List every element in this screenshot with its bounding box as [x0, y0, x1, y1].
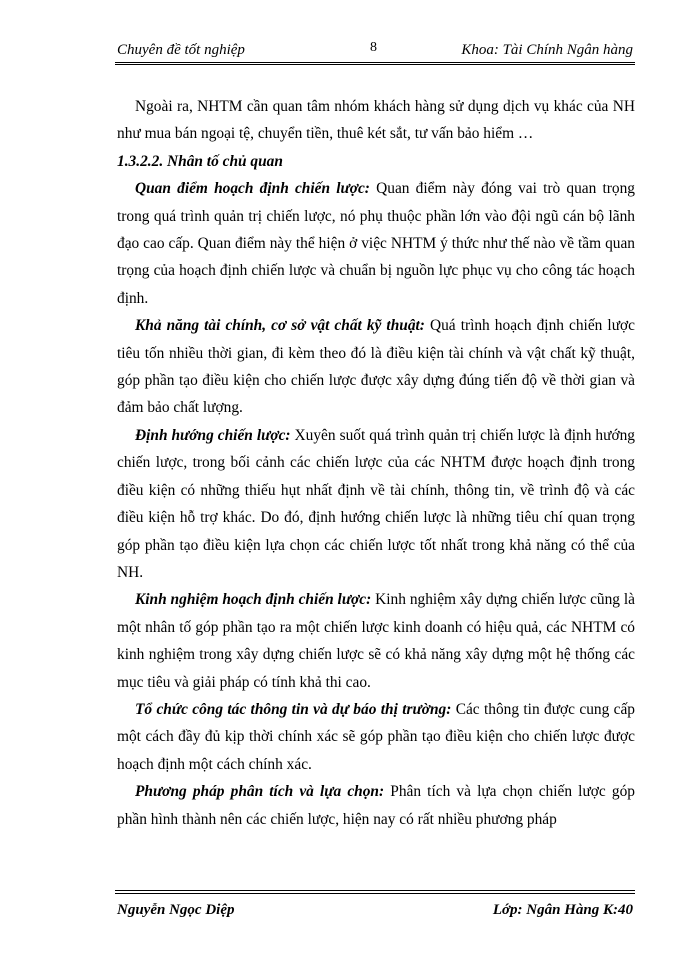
factor-paragraph: Phương pháp phân tích và lựa chọn: Phân tích và lựa chọn chiến lược góp phần hình thành nên các chiến lược, hiện nay có rất nhiều phương pháp [117, 783, 635, 828]
header-faculty: Khoa: Tài Chính Ngân hàng [461, 42, 633, 58]
footer-divider [115, 890, 635, 894]
factor-title: Kinh nghiệm hoạch định chiến lược: [135, 591, 372, 609]
factor-paragraph: Khả năng tài chính, cơ sở vật chất kỹ thuật: Quá trình hoạch định chiến lược tiêu tốn nhiều thời gian, đi kèm theo đó là điều kiện tài chính và vật chất kỹ thuật, góp phần tạo điều kiện cho chiến lược được xây dựng đúng tiến độ về thời gian và đảm bảo chất lượng. [117, 317, 636, 417]
page-number: 8 [370, 40, 377, 55]
page-header [115, 40, 635, 60]
footer-author: Nguyễn Ngọc Diệp [117, 902, 235, 918]
factor-paragraph: Kinh nghiệm hoạch định chiến lược: Kinh nghiệm xây dựng chiến lược cũng là một nhân tố góp phần tạo ra một chiến lược kinh doanh có hiệu quả, các NHTM có kinh nghiệm trong xây dựng chiến lược sẽ có khả năng xây dựng một hệ thống các mục tiêu và giải pháp có tính khả thi cao. [117, 591, 635, 691]
section-heading: 1.3.2.2. Nhân tố chủ quan [117, 152, 283, 170]
factor-title: Định hướng chiến lược: [135, 426, 291, 444]
factor-title: Khả năng tài chính, cơ sở vật chất kỹ thuật: [135, 317, 425, 335]
factor-title: Quan điểm hoạch định chiến lược: [135, 180, 370, 198]
header-document-type: Chuyên đề tốt nghiệp [117, 42, 245, 58]
factor-title: Tổ chức công tác thông tin và dự báo thị trường: [135, 700, 452, 718]
page-body [117, 93, 635, 833]
intro-paragraph: Ngoài ra, NHTM cần quan tâm nhóm khách hàng sử dụng dịch vụ khác của NH như mua bán ngoại tệ, chuyển tiền, thuê két sắt, tư vấn bảo hiểm … [117, 98, 635, 143]
factor-paragraph: Định hướng chiến lược: Xuyên suốt quá trình quản trị chiến lược là định hướng chiến lược, trong bối cảnh các chiến lược của các NHTM được hoạch định trong điều kiện có những thiếu hụt nhất định về tài chính, thông tin, về trình độ và các điều kiện hỗ trợ khác. Do đó, định hướng chiến lược là những tiêu chí quan trọng góp phần tạo điều kiện lựa chọn các chiến lược tốt nhất trong khả năng có thể của NH. [117, 426, 635, 581]
header-divider [115, 62, 635, 65]
factor-paragraph: Quan điểm hoạch định chiến lược: Quan điểm này đóng vai trò quan trọng trong quá trình quản trị chiến lược, nó phụ thuộc phần lớn vào đội ngũ cán bộ lãnh đạo cao cấp. Quan điểm này thể hiện ở việc NHTM ý thức như thế nào về tầm quan trọng của hoạch định chiến lược và chuẩn bị nguồn lực phục vụ cho công tác hoạch định. [117, 180, 635, 307]
footer-class: Lớp: Ngân Hàng K:40 [492, 902, 633, 918]
page-footer [115, 902, 635, 924]
factor-title: Phương pháp phân tích và lựa chọn: [135, 783, 385, 801]
factor-paragraph: Tổ chức công tác thông tin và dự báo thị trường: Các thông tin được cung cấp một cách đầy đủ kịp thời chính xác sẽ góp phần tạo điều kiện cho chiến lược được hoạch định một cách chính xác. [117, 700, 635, 773]
